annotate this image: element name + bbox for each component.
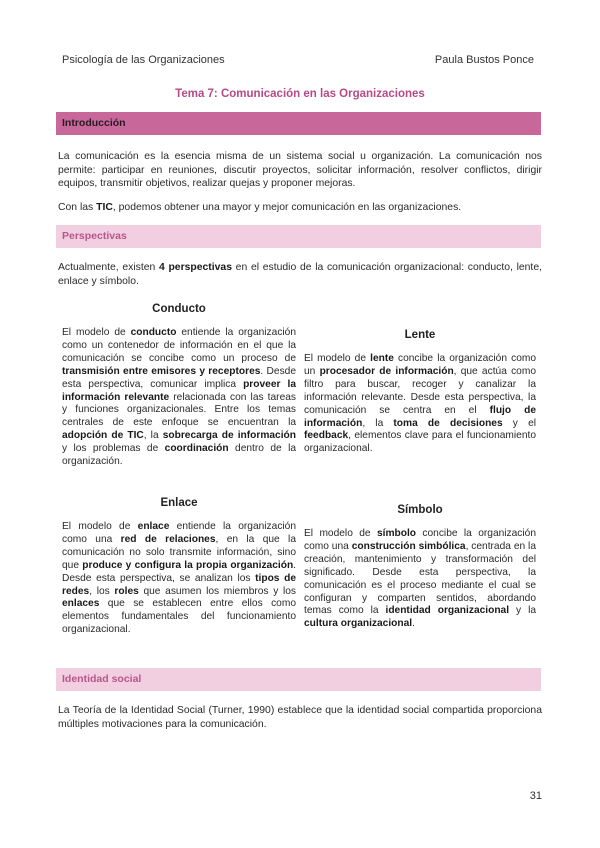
tic-paragraph: Con las TIC, podemos obtener una mayor y mejor comunicación en las organizaciones. bbox=[58, 202, 462, 213]
section-heading-perspectivas: Perspectivas bbox=[56, 225, 541, 248]
heading-simbolo: Símbolo bbox=[397, 504, 443, 516]
intro-paragraph: La comunicación es la esencia misma de un sistema social u organización. La comunicación nos permite: participar en reuniones, discutir proyectos, solicitar información, resolver conflictos, dirigir equipos, transmitir objetivos, realizar quejas y proponer mejoras. bbox=[58, 151, 542, 189]
header-author: Paula Bustos Ponce bbox=[434, 54, 534, 66]
enlace-paragraph: El modelo de enlace entiende la organización como una red de relaciones, en la que la comunicación no solo transmite información, sino que produce y configura la propia organización. Desde esta perspectiva, se analizan los tipos de redes, los roles que asumen los miembros y los enlaces que se establecen entre ellos como elementos fundamentales del funcionamiento organizacional. bbox=[62, 521, 297, 636]
heading-lente: Lente bbox=[404, 329, 436, 341]
heading-enlace: Enlace bbox=[160, 497, 198, 509]
simbolo-paragraph: El modelo de símbolo concibe la organización como una construcción simbólica, centrada en la creación, mantenimiento y transformación del significado. Desde esta perspectiva, la comunicación es el proceso mediante el cual se configuran y comparten sentidos, abordando temas como la identidad organizacional y la cultura organizacional. bbox=[304, 528, 537, 630]
identidad-paragraph: La Teoría de la Identidad Social (Turner, 1990) establece que la identidad social compartida proporciona múltiples motivaciones para la comunicación. bbox=[58, 705, 542, 730]
conducto-paragraph: El modelo de conducto entiende la organización como un contenedor de información en el que la comunicación se concibe como un proceso de transmisión entre emisores y receptores. Desde esta perspectiva, comunicar implica proveer la información relevante relacionada con las tareas y funciones organizacionales. Entre los temas centrales de este enfoque se encuentran la adopción de TIC, la sobrecarga de información y los problemas de coordinación dentro de la organización. bbox=[62, 327, 297, 468]
heading-conducto: Conducto bbox=[152, 303, 206, 315]
header-course-title: Psicología de las Organizaciones bbox=[62, 54, 225, 66]
lente-paragraph: El modelo de lente concibe la organización como un procesador de información, que actúa como filtro para buscar, recoger y canalizar la información relevante. Desde esta perspectiva, la comunicación se centra en el flujo de información, la toma de decisiones y el feedback, elementos clave para el funcionamiento organizacional. bbox=[304, 353, 537, 455]
page-title: Tema 7: Comunicación en las Organizaciones bbox=[175, 88, 425, 100]
perspectivas-intro: Actualmente, existen 4 perspectivas en el estudio de la comunicación organizacional: conducto, lente, enlace y símbolo. bbox=[58, 262, 542, 287]
page-number: 31 bbox=[529, 790, 542, 802]
section-heading-introduccion: Introducción bbox=[56, 112, 541, 135]
section-heading-identidad-social: Identidad social bbox=[56, 668, 541, 691]
